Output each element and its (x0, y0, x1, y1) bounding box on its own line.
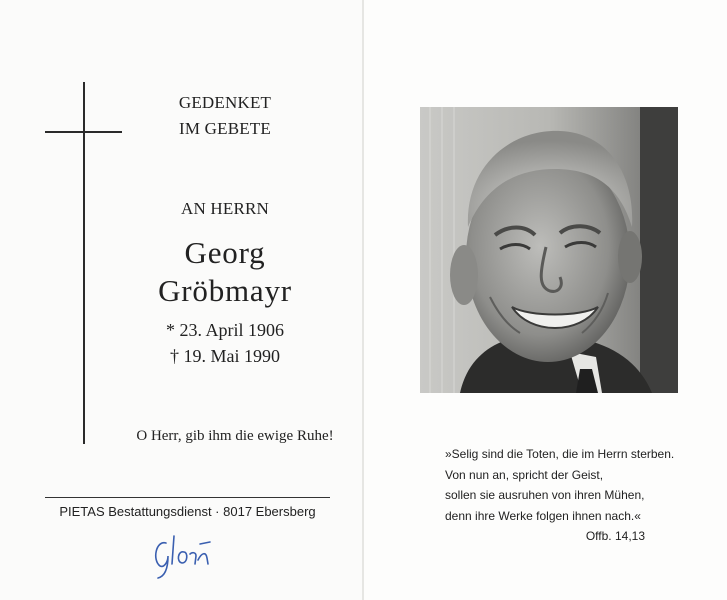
quote-reference: Offb. 14,13 (585, 529, 645, 543)
quote-line: denn ihre Werke folgen ihnen nach.« (445, 508, 641, 523)
first-name: Georg (184, 235, 266, 270)
quote-line: Von nun an, spricht der Geist, (445, 467, 604, 482)
heading-line-1: GEDENKET (178, 93, 272, 112)
bible-quote (445, 444, 685, 526)
handwritten-signature (150, 530, 250, 580)
funeral-home-footer: PIETAS Bestattungsdienst · 8017 Ebersberg (59, 504, 316, 519)
footer-divider (45, 497, 330, 498)
heading-line-2: IM GEBETE (179, 119, 271, 138)
last-name: Gröbmayr (158, 273, 292, 308)
page-fold (362, 0, 364, 600)
cross-vertical-bar (83, 82, 85, 444)
death-date: † 19. Mai 1990 (170, 346, 280, 366)
prayer-text: O Herr, gib ihm die ewige Ruhe! (136, 428, 334, 444)
quote-line: »Selig sind die Toten, die im Herrn sterben. (445, 447, 675, 461)
birth-date: * 23. April 1906 (165, 320, 284, 340)
salutation: AN HERRN (180, 199, 270, 218)
quote-line: sollen sie ausruhen von ihren Mühen, (445, 488, 645, 502)
portrait-photo (420, 107, 678, 393)
